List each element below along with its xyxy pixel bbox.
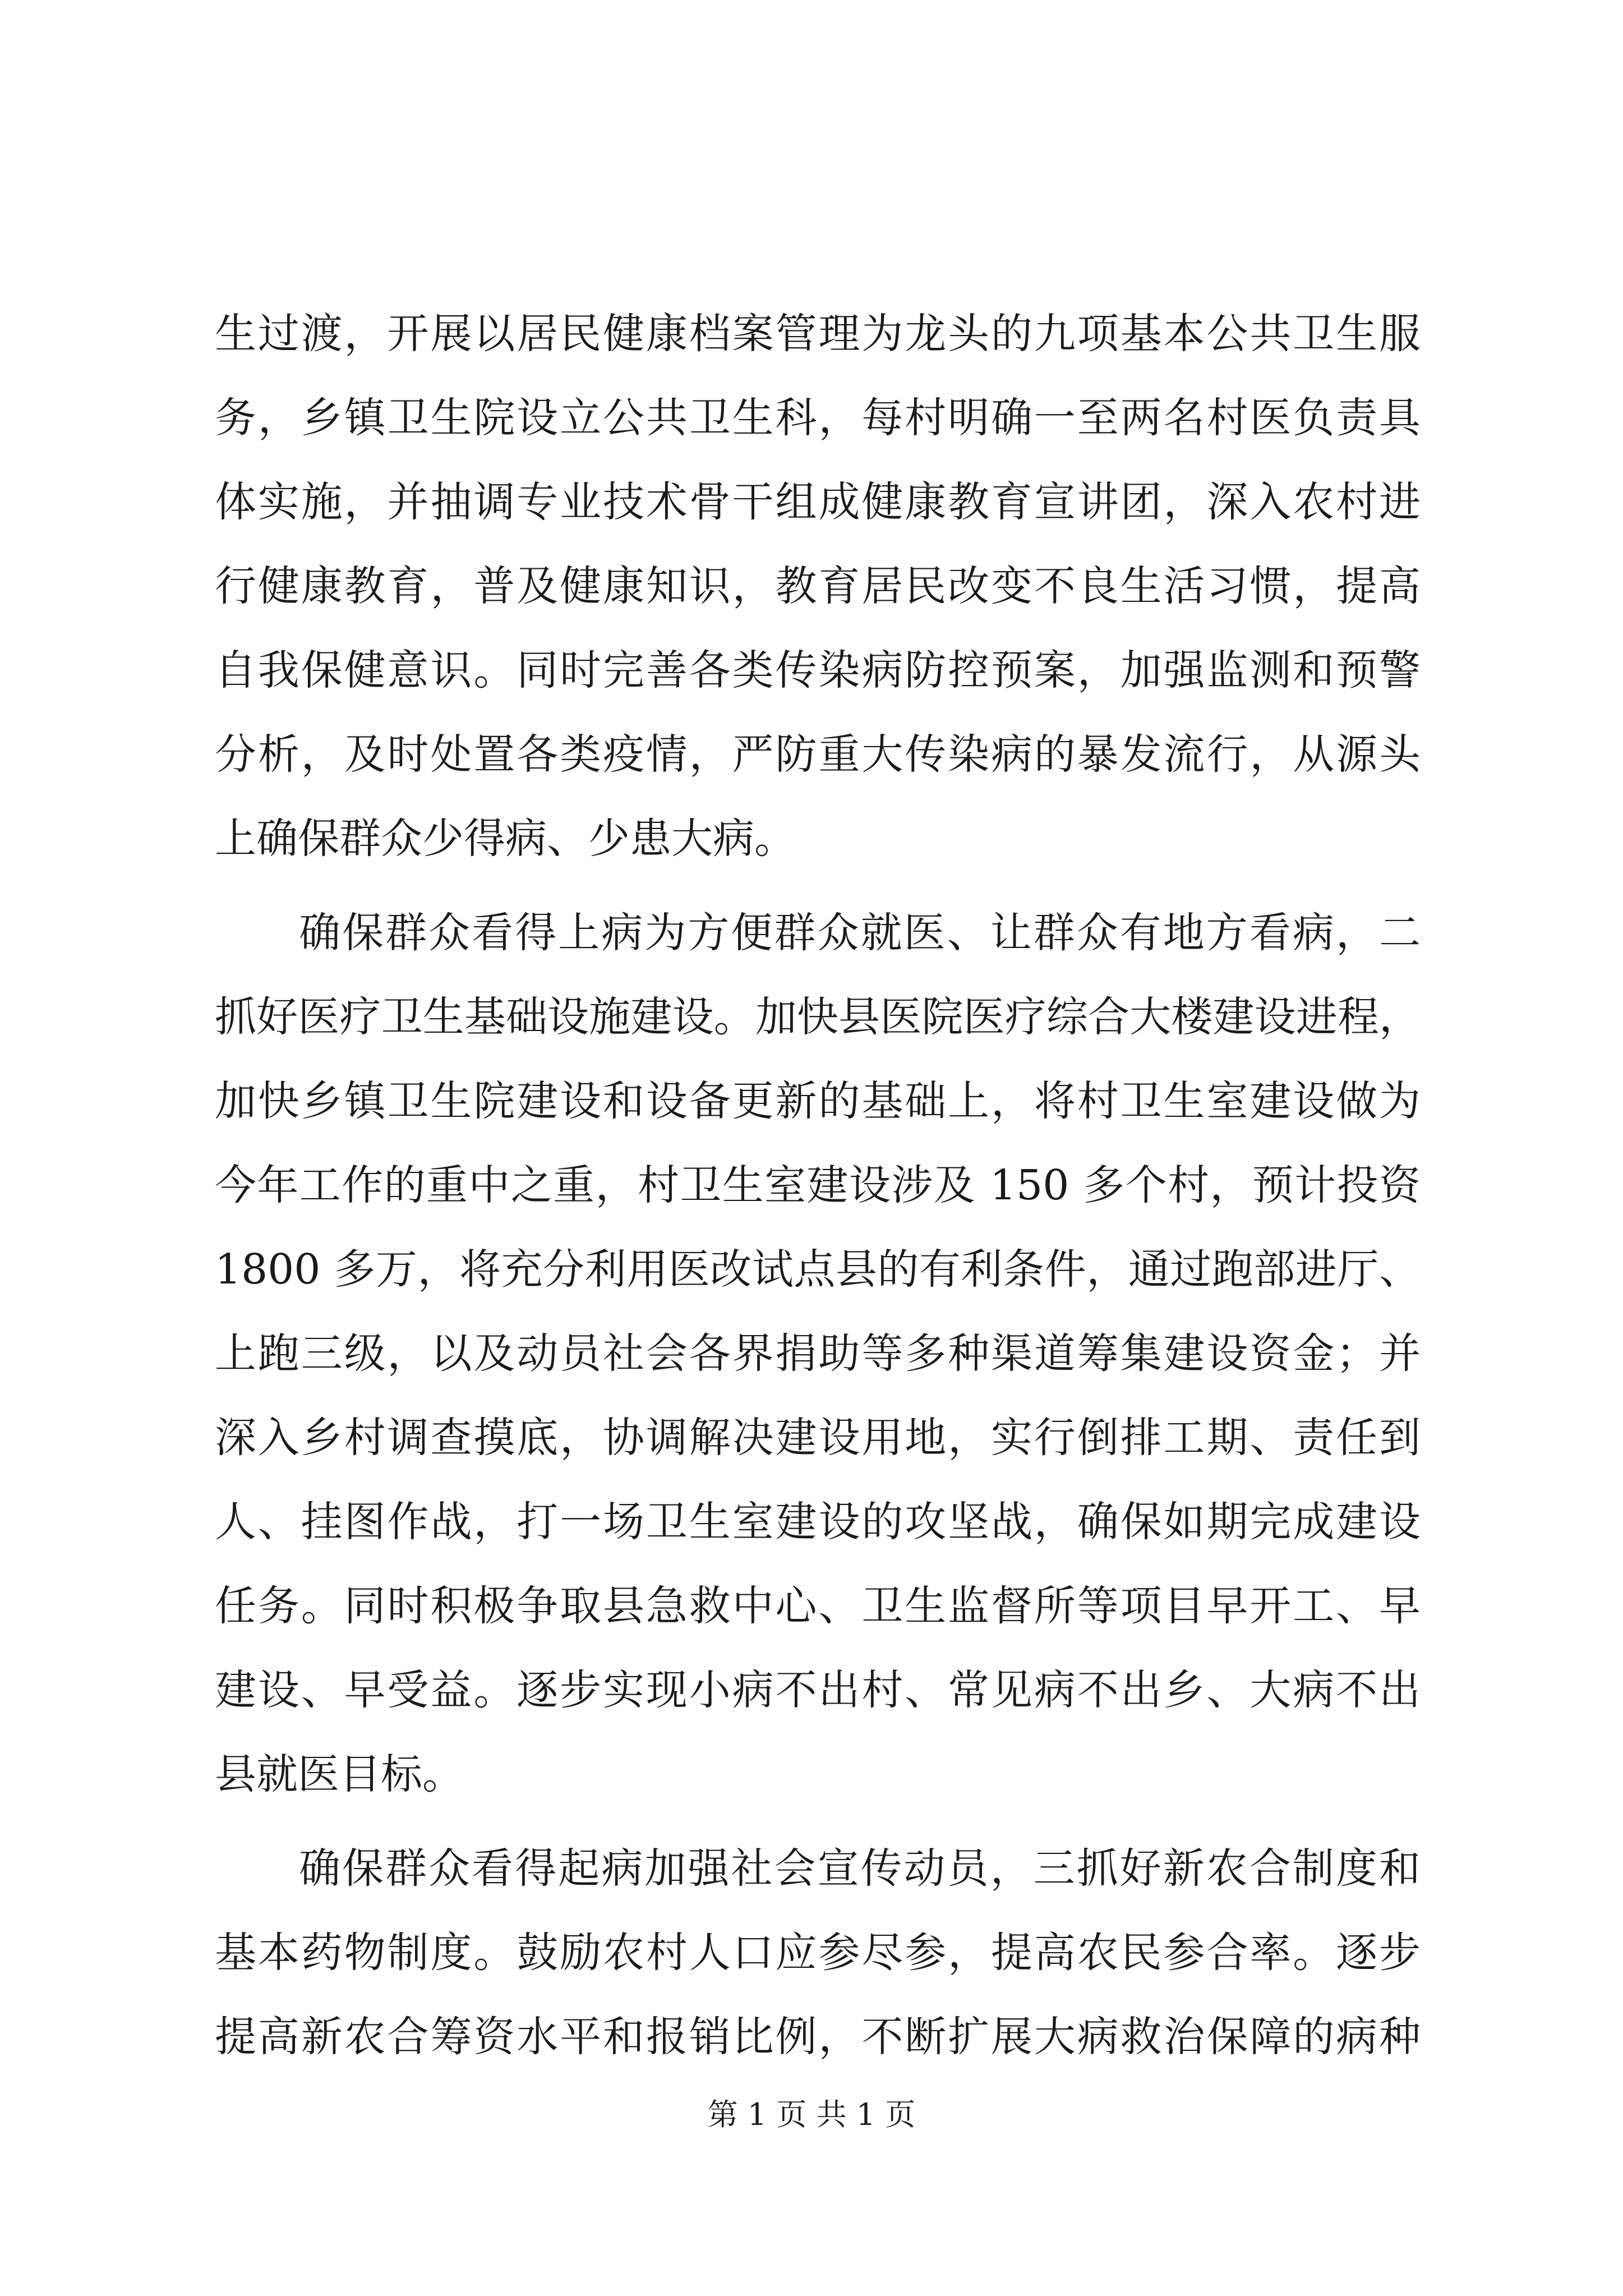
text-line: 务，乡镇卫生院设立公共卫生科，每村明确一至两名村医负责具 [215, 394, 1421, 442]
paragraph-1 [215, 292, 1421, 881]
document-body [215, 292, 1421, 2079]
paragraph-2 [215, 891, 1421, 1816]
text-line: 生过渡，开展以居民健康档案管理为龙头的九项基本公共卫生服 [215, 310, 1421, 358]
text-line: 建设、早受益。逐步实现小病不出村、常见病不出乡、大病不出 [215, 1666, 1421, 1714]
text-line: 提高新农合筹资水平和报销比例，不断扩展大病救治保障的病种 [215, 2013, 1421, 2061]
text-line: 任务。同时积极争取县急救中心、卫生监督所等项目早开工、早 [215, 1582, 1421, 1630]
text-line: 抓好医疗卫生基础设施建设。加快县医院医疗综合大楼建设进程， [215, 993, 1421, 1041]
text-line: 分析，及时处置各类疫情，严防重大传染病的暴发流行，从源头 [215, 730, 1421, 779]
text-line: 县就医目标。 [215, 1750, 464, 1798]
text-line: 上跑三级，以及动员社会各界捐助等多种渠道筹集建设资金；并 [215, 1329, 1421, 1378]
text-line: 1800 多万，将充分利用医改试点县的有利条件，通过跑部进厅、 [215, 1245, 1421, 1294]
text-line: 行健康教育，普及健康知识，教育居民改变不良生活习惯，提高 [215, 562, 1421, 610]
text-line: 加快乡镇卫生院建设和设备更新的基础上，将村卫生室建设做为 [215, 1077, 1421, 1125]
text-line: 深入乡村调查摸底，协调解决建设用地，实行倒排工期、责任到 [215, 1414, 1421, 1462]
text-line: 确保群众看得上病为方便群众就医、让群众有地方看病，二 [299, 909, 1421, 957]
text-line: 今年工作的重中之重，村卫生室建设涉及 150 多个村，预计投资 [215, 1161, 1421, 1209]
text-line: 基本药物制度。鼓励农村人口应参尽参，提高农民参合率。逐步 [215, 1929, 1421, 1977]
text-line: 确保群众看得起病加强社会宣传动员，三抓好新农合制度和 [299, 1844, 1421, 1893]
text-line: 上确保群众少得病、少患大病。 [215, 815, 796, 863]
page-footer [0, 2095, 1623, 2134]
text-line: 自我保健意识。同时完善各类传染病防控预案，加强监测和预警 [215, 646, 1421, 694]
paragraph-spacer [215, 1816, 1421, 1826]
text-line: 人、挂图作战，打一场卫生室建设的攻坚战，确保如期完成建设 [215, 1498, 1421, 1546]
text-line: 体实施，并抽调专业技术骨干组成健康教育宣讲团，深入农村进 [215, 478, 1421, 526]
paragraph-3 [215, 1826, 1421, 2079]
page-number: 第 1 页 共 1 页 [707, 2097, 916, 2132]
paragraph-spacer [215, 881, 1421, 891]
